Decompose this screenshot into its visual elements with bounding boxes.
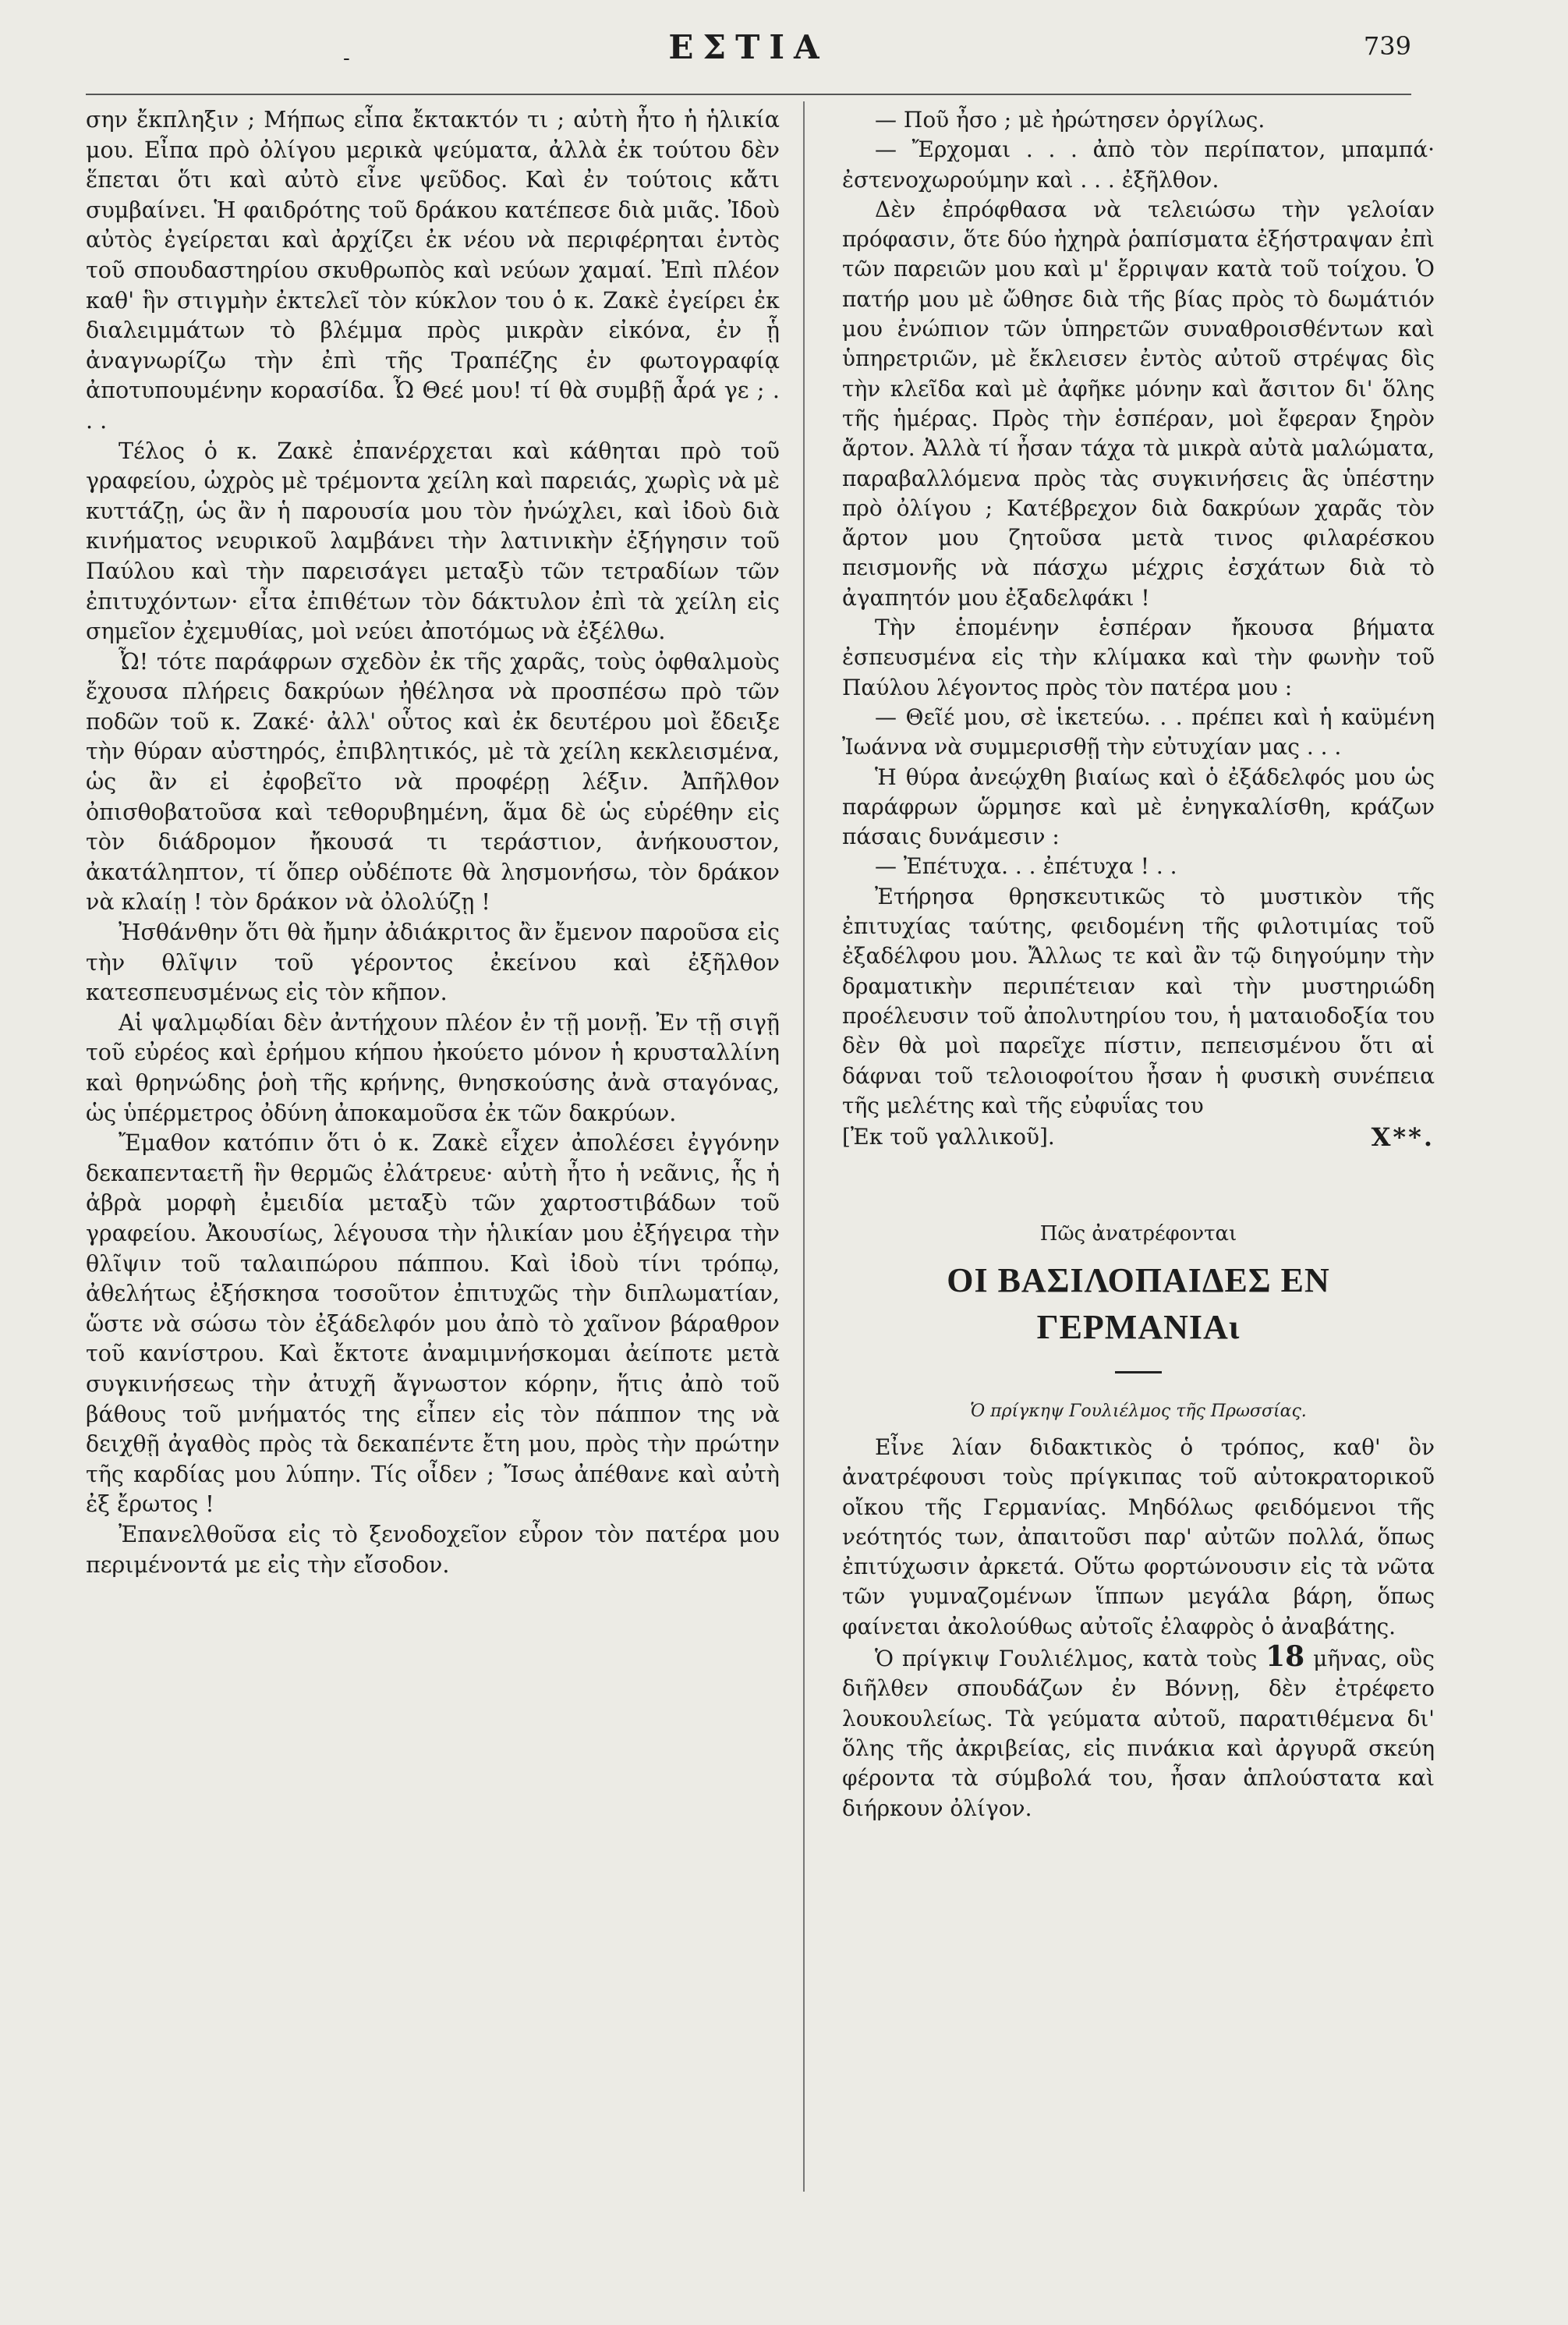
section-intro: Πῶς ἀνατρέφονται	[1039, 1222, 1237, 1246]
left-column	[86, 105, 780, 1580]
header-rule	[86, 94, 1411, 95]
paragraph: Εἶνε λίαν διδακτικὸς ὁ τρόπος, καθ' ὃν ἀνατρέφουσι τοὺς πρίγκιπας τοῦ αὐτοκρατορικοῦ οἴκου τῆς Γερμανίας. Μηδόλως φειδόμενοι τῆς νεότητός των, ἀπαιτοῦσι παρ' αὐτῶν πολλά, ὅπως ἐπιτύχωσιν ἀρκετά. Οὕτω φορτώνουσιν εἰς τὰ νῶτα τῶν γυμναζομένων ἵππων μεγάλα βάρη, ὅπως φαίνεται ἀκολούθως αὐτοῖς ἐλαφρὸς ὁ ἀναβάτης.	[842, 1434, 1435, 1639]
number-emphasis: 18	[1265, 1640, 1305, 1674]
header-mark: -	[343, 47, 350, 70]
journal-title: ΕΣΤΙΑ	[668, 28, 829, 66]
page-header	[86, 28, 1411, 75]
source-note: [Ἐκ τοῦ γαλλικοῦ].	[842, 1124, 1055, 1150]
paragraph: Τὴν ἑπομένην ἑσπέραν ἤκουσα βήματα ἐσπευσμένα εἰς τὴν κλίμακα καὶ τὴν φωνὴν τοῦ Παύλου λέγοντος πρὸς τὸν πατέρα μου :	[842, 615, 1435, 700]
paragraph	[842, 1642, 1435, 1823]
paragraph-text: μῆνας, οὓς διῆλθεν σπουδάζων ἐν Βόννῃ, δὲν ἐτρέφετο λουκουλείως. Τὰ γεύματα αὐτοῦ, παρατιθέμενα δι' ὅλης τῆς ἀκριβείας, εἰς πινάκια καὶ ἀργυρᾶ σκεύη φέροντα τὰ σύμβολά του, ἦσαν ἁπλούστατα καὶ διήρκουν ὀλίγον.	[842, 1646, 1435, 1821]
section-title: ΟΙ ΒΑΣΙΛΟΠΑΙΔΕΣ ΕΝ ΓΕΡΜΑΝΙΑι	[947, 1260, 1330, 1346]
paragraph: Ἐτήρησα θρησκευτικῶς τὸ μυστικὸν τῆς ἐπιτυχίας ταύτης, φειδομένη τῆς φιλοτιμίας τοῦ ἐξαδέλφου μου. Ἄλλως τε καὶ ἂν τῷ διηγούμην τὴν δραματικὴν περιπέτειαν καὶ τὴν μυστηριώδη προέλευσιν τοῦ ἀπολυτηρίου του, ἡ ματαιοδοξία του δὲν θὰ μοὶ παρεῖχε πίστιν, πεπεισμένου ὅτι αἱ δάφναι τοῦ τελοιοφοίτου ἦσαν ἡ φυσικὴ συνέπεια τῆς μελέτης καὶ τῆς εὐφυΐας του	[842, 883, 1435, 1118]
paragraph: Ἠσθάνθην ὅτι θὰ ἤμην ἀδιάκριτος ἂν ἔμενον παροῦσα εἰς τὴν θλῖψιν τοῦ γέροντος ἐκείνου καὶ ἐξῆλθον κατεσπευσμένως εἰς τὸν κῆπον.	[86, 920, 780, 1006]
source-line	[842, 1122, 1435, 1152]
paragraph: — Θεῖέ μου, σὲ ἱκετεύω. . . πρέπει καὶ ἡ καϋμένη Ἰωάννα νὰ συμμερισθῇ τὴν εὐτυχίαν μας . . .	[842, 704, 1435, 760]
right-column	[842, 105, 1435, 1823]
paragraph: Αἱ ψαλμῳδίαι δὲν ἀντήχουν πλέον ἐν τῇ μονῇ. Ἐν τῇ σιγῇ τοῦ εὐρέος καὶ ἐρήμου κήπου ἠκούετο μόνον ἡ κρυσταλλίνη καὶ θρηνώδης ῥοὴ τῆς κρήνης, θνησκούσης ἀνὰ σταγόνας, ὡς ὑπέρμετρος ὀδύνη ἀποκαμοῦσα ἐκ τῶν δακρύων.	[86, 1009, 780, 1126]
paragraph: Ἔμαθον κατόπιν ὅτι ὁ κ. Ζακὲ εἶχεν ἀπολέσει ἐγγόνην δεκαπενταετῆ ἣν θερμῶς ἐλάτρευε· αὐτὴ ἦτο ἡ νεᾶνις, ἧς ἡ ἀβρὰ μορφὴ ἐμειδία μεταξὺ τῶν χαρτοστιβάδων τοῦ γραφείου. Ἀκουσίως, λέγουσα τὴν ἡλικίαν μου ἐξήγειρα τὴν θλῖψιν τοῦ ταλαιπώρου πάππου. Καὶ ἰδοὺ τίνι τρόπῳ, ἀθελήτως ἐξήσκησα τοσοῦτον ἐπιτυχῶς τὴν διπλωματίαν, ὥστε νὰ σώσω τὸν ἐξάδελφόν μου ἀπὸ τὸ χαῖνον βάραθρον τοῦ κανίστρου. Καὶ ἔκτοτε ἀναμιμνήσκομαι ἀείποτε μετὰ συγκινήσεως τὴν ἀτυχῆ ἄγνωστον κόρην, ἥτις ἀπὸ τοῦ βάθους τοῦ μνήματός της εἶπεν εἰς τὸν πάππον της νὰ δειχθῇ ἀγαθὸς πρὸς τὰ δεκαπέντε ἔτη μου, πρὸς τὴν πρώτην τῆς καρδίας μου λύπην. Τίς οἶδεν ; Ἴσως ἀπέθανε καὶ αὐτὴ ἐξ ἔρωτος !	[86, 1130, 780, 1518]
paragraph: — Ἔρχομαι . . . ἀπὸ τὸν περίπατον, μπαμπά· ἐστενοχωρούμην καὶ . . . ἐξῆλθον.	[842, 136, 1435, 193]
paragraph: Ἐπανελθοῦσα εἰς τὸ ξενοδοχεῖον εὗρον τὸν πατέρα μου περιμένοντά με εἰς τὴν εἴσοδον.	[86, 1521, 780, 1578]
page-number: 739	[1363, 31, 1411, 61]
column-divider	[803, 101, 805, 2192]
paragraph: Ὦ! τότε παράφρων σχεδὸν ἐκ τῆς χαρᾶς, τοὺς ὀφθαλμοὺς ἔχουσα πλήρεις δακρύων ἠθέλησα νὰ προσπέσω πρὸ τῶν ποδῶν τοῦ κ. Ζακέ· ἀλλ' οὗτος καὶ ἐκ δευτέρου μοὶ ἔδειξε τὴν θύραν αὐστηρός, ἐπιβλητικός, μὲ τὰ χείλη κεκλεισμένα, ὡς ἂν εἰ ἐφοβεῖτο νὰ προφέρῃ λέξιν. Ἀπῆλθον ὀπισθοβατοῦσα καὶ τεθορυβημένη, ἅμα δὲ ὡς εὑρέθην εἰς τὸν διάδρομον ἤκουσά τι τεράστιον, ἀνήκουστον, ἀκατάληπτον, τί ὅπερ οὐδέποτε θὰ λησμονήσω, τὸν δράκον νὰ κλαίῃ ! τὸν δράκον νὰ ὀλολύζῃ !	[86, 648, 780, 916]
paragraph: Δὲν ἐπρόφθασα νὰ τελειώσω τὴν γελοίαν πρόφασιν, ὅτε δύο ἠχηρὰ ῥαπίσματα ἐξήστραψαν ἐπὶ τῶν παρειῶν μου καὶ μ' ἔρριψαν κατὰ τοῦ τοίχου. Ὁ πατήρ μου μὲ ὤθησε διὰ τῆς βίας πρὸς τὸ δωμάτιόν μου ἐνώπιον τῶν ὑπηρετῶν συναθροισθέντων καὶ ὑπηρετριῶν, μὲ ἔκλεισεν ἐντὸς αὐτοῦ στρέψας δὶς τὴν κλεῖδα καὶ μὲ ἀφῆκε μόνην καὶ ἄσιτον δι' ὅλης τῆς ἡμέρας. Πρὸς τὴν ἑσπέραν, μοὶ ἔφεραν ξηρὸν ἄρτον. Ἀλλὰ τί ἦσαν τάχα τὰ μικρὰ αὐτὰ μαλώματα, παραβαλλόμενα πρὸς τὰς συγκινήσεις ἃς ὑπέστην πρὸ ὀλίγου ; Κατέβρεχον διὰ δακρύων χαρᾶς τὸν ἄρτον μου ζητοῦσα μετὰ τινος φιλαρέσκου πεισμονῆς νὰ πάσχω μέχρις ἐσχάτων διὰ τὸ ἀγαπητόν μου ἐξαδελφάκι !	[842, 196, 1435, 611]
paragraph: — Ποῦ ἦσο ; μὲ ἠρώτησεν ὀργίλως.	[875, 107, 1265, 133]
section-divider	[1115, 1371, 1162, 1373]
author-signature: X**.	[1371, 1122, 1435, 1153]
paragraph: Ἡ θύρα ἀνεῴχθη βιαίως καὶ ὁ ἐξάδελφός μου ὡς παράφρων ὥρμησε καὶ μὲ ἐνηγκαλίσθη, κράζων πάσαις δυνάμεσιν :	[842, 764, 1435, 850]
section-subtitle: Ὁ πρίγκηψ Γουλιέλμος τῆς Πρωσσίας.	[970, 1401, 1307, 1421]
paragraph: — Ἐπέτυχα. . . ἐπέτυχα ! . .	[875, 853, 1177, 880]
paragraph-text: Ὁ πρίγκιψ Γουλιέλμος, κατὰ τοὺς	[875, 1646, 1266, 1672]
paragraph: Τέλος ὁ κ. Ζακὲ ἐπανέρχεται καὶ κάθηται πρὸ τοῦ γραφείου, ὠχρὸς μὲ τρέμοντα χείλη καὶ παρειάς, χωρὶς νὰ μὲ κυττάζῃ, ὡς ἂν ἡ παρουσία μου τὸν ἠνώχλει, καὶ ἰδοὺ διὰ κινήματος νευρικοῦ λαμβάνει τὴν λατινικὴν ἐξήγησιν τοῦ Παύλου καὶ τὴν παρεισάγει μεταξὺ τῶν τετραδίων τῶν ἐπιτυχόντων· εἶτα ἐπιθέτων τὸν δάκτυλον ἐπὶ τὰ χείλη εἰς σημεῖον ἐχεμυθίας, μοὶ νεύει ἀποτόμως νὰ ἐξέλθω.	[86, 438, 780, 645]
paragraph: σην ἔκπληξιν ; Μήπως εἶπα ἔκτακτόν τι ; αὐτὴ ἦτο ἡ ἡλικία μου. Εἶπα πρὸ ὀλίγου μερικὰ ψεύματα, ἀλλὰ ἐκ τούτου δὲν ἕπεται ὅτι καὶ αὐτὸ εἶνε ψεῦδος. Καὶ ἐν τούτοις κἄτι συμβαίνει. Ἡ φαιδρότης τοῦ δράκου κατέπεσε διὰ μιᾶς. Ἰδοὺ αὐτὸς ἐγείρεται καὶ ἀρχίζει ἐκ νέου νὰ περιφέρηται ἐντὸς τοῦ σπουδαστηρίου σκυθρωπὸς καὶ νεύων χαμαί. Ἐπὶ πλέον καθ' ἣν στιγμὴν ἐκτελεῖ τὸν κύκλον του ὁ κ. Ζακὲ ἐγείρει ἐκ διαλειμμάτων τὸ βλέμμα πρὸς μικρὰν εἰκόνα, ἐν ᾗ ἀναγνωρίζω τὴν ἐπὶ τῆς Τραπέζης ἐν φωτογραφίᾳ ἀποτυπουμένην κορασίδα. Ὦ Θεέ μου! τί θὰ συμβῇ ἆρά γε ; . . .	[86, 107, 780, 434]
